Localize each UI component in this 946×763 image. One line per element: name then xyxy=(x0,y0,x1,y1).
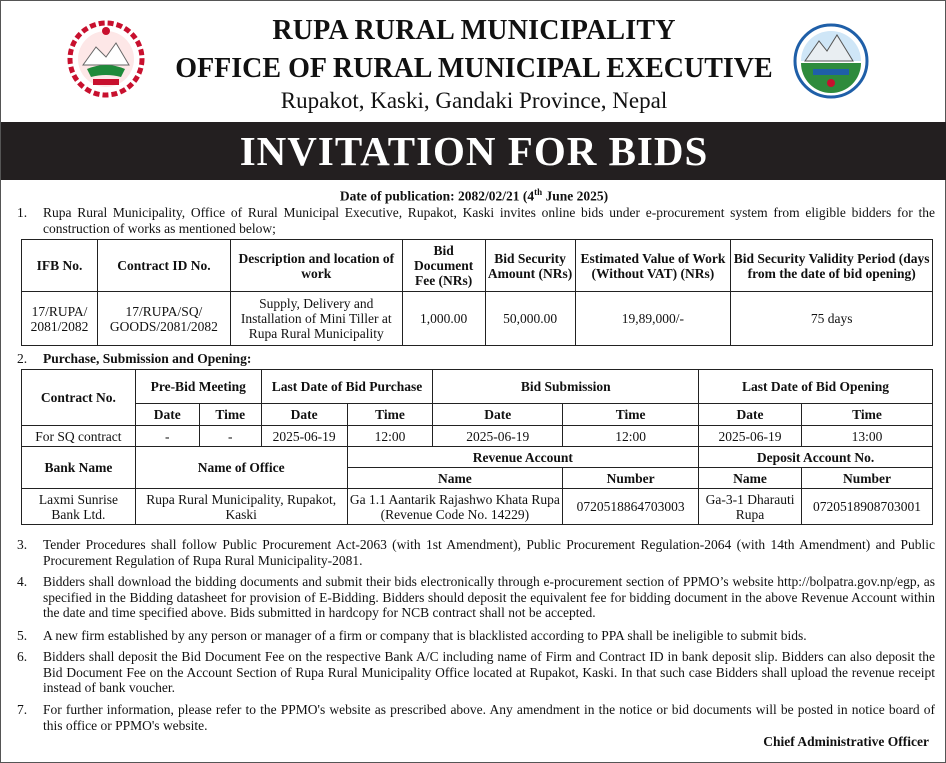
col-security-amount: Bid Security Amount (NRs) xyxy=(485,240,575,292)
bank-name: Laxmi Sunrise Bank Ltd. xyxy=(22,489,136,525)
h-date: Date xyxy=(261,404,347,426)
header xyxy=(1,1,946,121)
clause-text: Bidders shall deposit the Bid Document Fee on the respective Bank A/C including name of Firm and Contract ID in bank deposit slip. Bidders can also deposit the Bid Document Fee on the Account Section of Rupa Rural Municipality Office located at Rupakot, Kaski. In that such case Bidders shall upload the revenue receipt instead of bank voucher. xyxy=(43,649,935,695)
opening-date: 2025-06-19 xyxy=(699,426,802,447)
publication-date-suffix: June 2025) xyxy=(542,188,609,204)
col-description: Description and location of work xyxy=(230,240,402,292)
col-estimated-value: Estimated Value of Work (Without VAT) (NRs) xyxy=(575,240,731,292)
col-validity: Bid Security Validity Period (days from the date of bid opening) xyxy=(731,240,933,292)
h-time: Time xyxy=(563,404,699,426)
rupa-municipality-logo xyxy=(791,17,871,103)
h-submission: Bid Submission xyxy=(433,370,699,404)
h-bank-name: Bank Name xyxy=(22,447,136,489)
clause-number: 7. xyxy=(17,702,28,717)
submission-date: 2025-06-19 xyxy=(433,426,563,447)
bid-details-table xyxy=(21,239,933,346)
clause-text: A new firm established by any person or manager of a firm or company that is blacklisted according to PPA shall be ineligible to submit bids. xyxy=(43,628,807,643)
signature: Chief Administrative Officer xyxy=(763,734,929,749)
h-deposit-account: Deposit Account No. xyxy=(699,447,933,468)
h-contract-no: Contract No. xyxy=(22,370,136,426)
deposit-number: 0720518908703001 xyxy=(801,489,932,525)
prebid-date: - xyxy=(135,426,199,447)
office-name: Rupa Rural Municipality, Rupakot, Kaski xyxy=(135,489,347,525)
h-time: Time xyxy=(801,404,932,426)
h-last-purchase: Last Date of Bid Purchase xyxy=(261,370,433,404)
clause-text: For further information, please refer to the PPMO's website as prescribed above. Any amendment in the notice or bid documents will be posted in notice board of this office or PPMO's website. xyxy=(43,702,935,733)
doc-fee: 1,000.00 xyxy=(402,292,485,346)
h-revenue-account: Revenue Account xyxy=(347,447,699,468)
purchase-time: 12:00 xyxy=(347,426,433,447)
municipality-name: RUPA RURAL MUNICIPALITY xyxy=(272,15,676,46)
clause-7 xyxy=(17,702,935,733)
h-opening: Last Date of Bid Opening xyxy=(699,370,933,404)
h-date: Date xyxy=(433,404,563,426)
clause-3 xyxy=(17,537,935,568)
table-row xyxy=(22,292,933,346)
clause-text: Tender Procedures shall follow Public Procurement Act-2063 (with 1st Amendment), Public Procurement Regulation-2064 (with 14th Amendment) and Public Procurement Regulation of Rupa Rural Municipality-2081. xyxy=(43,537,935,568)
clause-2 xyxy=(17,351,935,367)
clause-1 xyxy=(17,205,935,236)
ifb-no: 17/RUPA/ 2081/2082 xyxy=(22,292,98,346)
table-row xyxy=(22,426,933,447)
clause-text: Rupa Rural Municipality, Office of Rural Municipal Executive, Rupakot, Kaski invites online bids under e-procurement system from eligible bidders for the construction of works as mentioned below; xyxy=(43,205,935,236)
clause-number: 4. xyxy=(17,574,28,589)
h-deposit-name: Name xyxy=(699,468,802,489)
security-amount: 50,000.00 xyxy=(485,292,575,346)
description: Supply, Delivery and Installation of Mini Tiller at Rupa Rural Municipality xyxy=(230,292,402,346)
clause-number: 2. xyxy=(17,351,28,366)
estimated-value: 19,89,000/- xyxy=(575,292,731,346)
office-name: OFFICE OF RURAL MUNICIPAL EXECUTIVE xyxy=(175,53,773,84)
h-time: Time xyxy=(347,404,433,426)
table-row xyxy=(22,489,933,525)
publication-date-text: Date of publication: 2082/02/21 (4 xyxy=(339,188,535,204)
clause-number: 5. xyxy=(17,628,28,643)
clause-number: 1. xyxy=(17,205,28,220)
prebid-time: - xyxy=(199,426,261,447)
h-revenue-number: Number xyxy=(563,468,699,489)
h-date: Date xyxy=(135,404,199,426)
h-time: Time xyxy=(199,404,261,426)
h-office-name: Name of Office xyxy=(135,447,347,489)
contract-no: For SQ contract xyxy=(22,426,136,447)
h-deposit-number: Number xyxy=(801,468,932,489)
col-ifb-no: IFB No. xyxy=(22,240,98,292)
contract-id: 17/RUPA/SQ/ GOODS/2081/2082 xyxy=(97,292,230,346)
h-date: Date xyxy=(699,404,802,426)
validity-period: 75 days xyxy=(731,292,933,346)
opening-time: 13:00 xyxy=(801,426,932,447)
clause-6 xyxy=(17,649,935,696)
title-banner: INVITATION FOR BIDS xyxy=(1,122,946,180)
clause-4 xyxy=(17,574,935,621)
clause-number: 3. xyxy=(17,537,28,552)
h-revenue-name: Name xyxy=(347,468,563,489)
clause-number: 6. xyxy=(17,649,28,664)
submission-time: 12:00 xyxy=(563,426,699,447)
revenue-name: Ga 1.1 Aantarik Rajashwo Khata Rupa (Revenue Code No. 14229) xyxy=(347,489,563,525)
publication-date xyxy=(1,187,946,205)
revenue-number: 0720518864703003 xyxy=(563,489,699,525)
address: Rupakot, Kaski, Gandaki Province, Nepal xyxy=(280,88,668,113)
schedule-table xyxy=(21,369,933,525)
deposit-name: Ga-3-1 Dharauti Rupa xyxy=(699,489,802,525)
publication-date-sup: th xyxy=(534,187,543,197)
purchase-date: 2025-06-19 xyxy=(261,426,347,447)
col-contract-id: Contract ID No. xyxy=(97,240,230,292)
clause-heading: Purchase, Submission and Opening: xyxy=(43,351,252,366)
clause-text: Bidders shall download the bidding documents and submit their bids electronically through e-procurement section of PPMO’s website http://bolpatra.gov.np/egp, as specified in the Bidding datasheet for provision of E-Bidding. Bidders should deposit the equivalent fee for bidding document in the above Revenue Account within the date and time specified above. Bids submitted in hardcopy for NCB contract shall not be accepted. xyxy=(43,574,935,620)
clause-5 xyxy=(17,628,935,644)
h-prebid: Pre-Bid Meeting xyxy=(135,370,261,404)
col-doc-fee: Bid Document Fee (NRs) xyxy=(402,240,485,292)
